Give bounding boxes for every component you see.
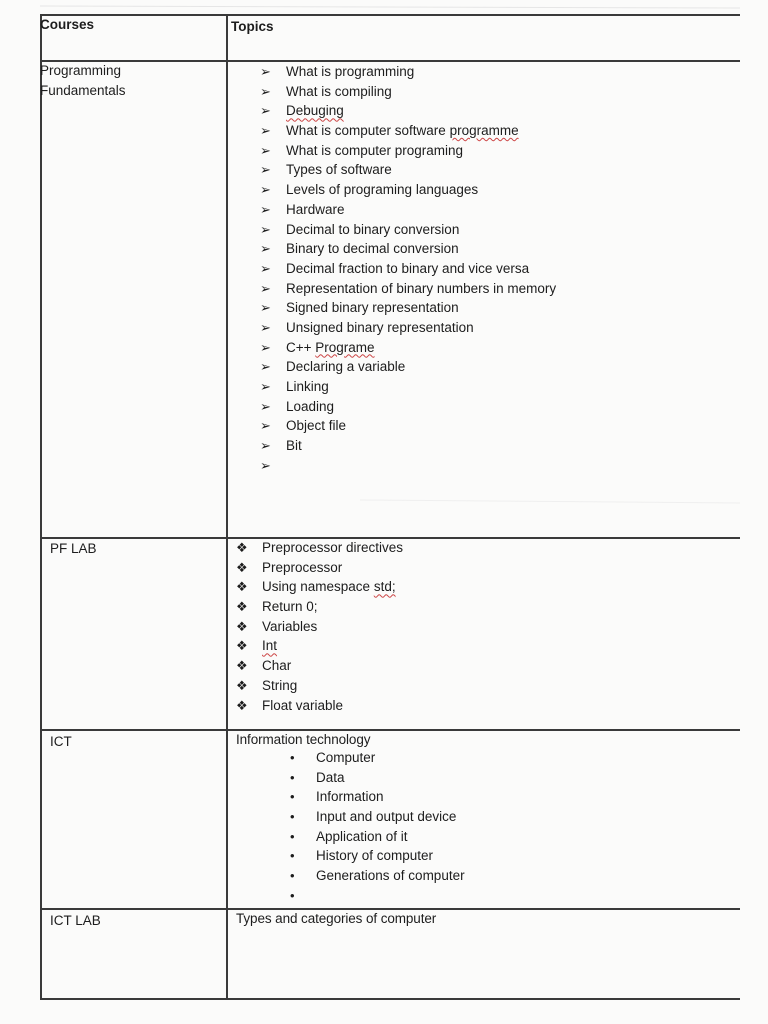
topic-item [260, 359, 556, 379]
topic-item [236, 579, 403, 599]
arrow-bullet-icon: ➢ [260, 64, 271, 79]
topic-item [260, 241, 556, 261]
arrow-bullet-icon: ➢ [260, 103, 271, 119]
table-left-border [40, 14, 42, 1000]
topic-text: History of computer [316, 848, 434, 864]
diamond-bullet-icon: ❖ [236, 638, 248, 654]
course-name-line: ICT [50, 734, 72, 749]
topic-item [260, 340, 556, 360]
topic-text: Hardware [286, 201, 345, 217]
arrow-bullet-icon: ➢ [260, 398, 271, 414]
topic-item [236, 599, 403, 619]
topic-item [290, 829, 465, 849]
topic-item [236, 619, 403, 639]
arrow-bullet-icon: ➢ [260, 418, 271, 434]
topic-text: Decimal fraction to binary and vice versa [286, 260, 530, 276]
topic-text: Return 0; [262, 599, 318, 615]
arrow-bullet-icon: ➢ [260, 221, 271, 237]
topic-item [236, 638, 403, 658]
arrow-bullet-icon: ➢ [260, 280, 271, 296]
bullet-bullet-icon: • [290, 769, 295, 785]
bullet-bullet-icon: • [290, 848, 295, 864]
bullet-bullet-icon: • [290, 828, 295, 844]
course-programming-fundamentals [40, 61, 126, 101]
courses-topics-table [40, 14, 740, 1000]
course-ict-lab [50, 911, 101, 931]
ict-lab-intro-text: Types and categories of computer [236, 911, 437, 926]
arrow-bullet-icon: ➢ [260, 457, 271, 473]
topic-item [260, 300, 556, 320]
topic-text: Int [262, 638, 278, 654]
row3-bottom-border [40, 908, 740, 910]
topic-item [290, 770, 465, 790]
topic-item [260, 222, 556, 242]
topic-item [260, 379, 556, 399]
topic-item [260, 418, 556, 438]
topic-item [236, 678, 403, 698]
topic-text: Information [316, 789, 384, 805]
table-bottom-border [40, 998, 740, 1000]
arrow-bullet-icon: ➢ [260, 438, 271, 454]
column-divider [226, 14, 228, 1000]
arrow-bullet-icon: ➢ [260, 162, 271, 178]
diamond-bullet-icon: ❖ [236, 658, 248, 674]
topic-text: Data [316, 769, 345, 785]
topic-item [260, 202, 556, 222]
topic-item [260, 438, 556, 458]
course-ict [50, 732, 72, 752]
arrow-bullet-icon: ➢ [260, 142, 271, 158]
diamond-bullet-icon: ❖ [236, 618, 248, 634]
header-bottom-border [40, 60, 740, 62]
courses-column-header: Courses [40, 17, 95, 32]
topic-text: Types of software [286, 162, 392, 178]
arrow-bullet-icon: ➢ [260, 123, 271, 139]
topic-text: Application of it [316, 828, 408, 844]
arrow-bullet-icon: ➢ [260, 241, 271, 257]
arrow-bullet-icon: ➢ [260, 182, 271, 198]
bullet-bullet-icon: • [290, 809, 295, 825]
topic-item [260, 182, 556, 202]
row2-bottom-border [40, 729, 740, 731]
diamond-bullet-icon: ❖ [236, 540, 248, 555]
course-name-line: Programming [40, 63, 122, 78]
course-pf-lab [50, 539, 97, 559]
topic-text: Computer [316, 750, 376, 765]
topic-text: Input and output device [316, 809, 457, 825]
topic-item [260, 281, 556, 301]
course-name-line: ICT LAB [50, 913, 101, 928]
topic-text: Levels of programing languages [286, 182, 479, 198]
topic-text: Debuging [286, 103, 344, 119]
diamond-bullet-icon: ❖ [236, 677, 248, 693]
course-name-line: Fundamentals [40, 83, 126, 98]
diamond-bullet-icon: ❖ [236, 579, 248, 595]
topic-text: Signed binary representation [286, 300, 459, 316]
topic-item [260, 261, 556, 281]
topic-item [236, 540, 403, 560]
topic-text: Char [262, 658, 292, 674]
topic-item [260, 84, 556, 104]
diamond-bullet-icon: ❖ [236, 559, 248, 575]
topic-item [290, 750, 465, 770]
course-name-line: PF LAB [50, 541, 97, 556]
topic-text: C++ Programe [286, 339, 375, 355]
ict-intro-text: Information technology [236, 732, 371, 747]
topic-list-pf-lab [236, 540, 403, 717]
topic-item [260, 162, 556, 182]
topic-item [260, 123, 556, 143]
topic-item [260, 143, 556, 163]
bullet-bullet-icon: • [290, 887, 295, 903]
topic-text: Preprocessor directives [262, 540, 404, 555]
topic-text: Representation of binary numbers in memory [286, 280, 557, 296]
topic-text: Binary to decimal conversion [286, 241, 459, 257]
row1-bottom-border [40, 537, 740, 539]
topic-item [236, 658, 403, 678]
topic-item [260, 458, 556, 478]
topic-text: Generations of computer [316, 868, 465, 884]
topic-list-programming-fundamentals [260, 64, 556, 477]
topic-item [290, 848, 465, 868]
topic-text: What is programming [286, 64, 415, 79]
topic-text: Loading [286, 398, 335, 414]
arrow-bullet-icon: ➢ [260, 379, 271, 394]
topic-item [260, 399, 556, 419]
arrow-bullet-icon: ➢ [260, 300, 271, 316]
topic-text: Linking [286, 379, 329, 394]
arrow-bullet-icon: ➢ [260, 201, 271, 217]
topic-item [290, 868, 465, 888]
arrow-bullet-icon: ➢ [260, 83, 271, 99]
topic-text: Object file [286, 418, 347, 434]
diamond-bullet-icon: ❖ [236, 599, 248, 615]
topic-item [290, 789, 465, 809]
arrow-bullet-icon: ➢ [260, 339, 271, 355]
topic-text: What is computer software programme [286, 123, 519, 139]
topic-item [236, 698, 403, 718]
topic-text: Unsigned binary representation [286, 319, 474, 335]
arrow-bullet-icon: ➢ [260, 319, 271, 335]
topic-list-ict [290, 750, 465, 908]
topic-text: Decimal to binary conversion [286, 221, 460, 237]
topic-item [236, 560, 403, 580]
bullet-bullet-icon: • [290, 789, 295, 805]
topic-text: Bit [286, 438, 302, 454]
topic-item [260, 64, 556, 84]
topic-text: Declaring a variable [286, 359, 406, 375]
arrow-bullet-icon: ➢ [260, 359, 271, 375]
topic-item [290, 809, 465, 829]
bullet-bullet-icon: • [290, 750, 295, 765]
topic-text: What is compiling [286, 83, 392, 99]
topics-column-header: Topics [231, 19, 274, 34]
topic-text: Float variable [262, 697, 344, 713]
topic-item [260, 320, 556, 340]
topic-item [260, 103, 556, 123]
topic-text: Using namespace std; [262, 579, 396, 595]
topic-text: String [262, 677, 298, 693]
bullet-bullet-icon: • [290, 868, 295, 884]
topic-text: Variables [262, 618, 318, 634]
table-top-border [40, 14, 740, 16]
arrow-bullet-icon: ➢ [260, 260, 271, 276]
topic-text: What is computer programing [286, 142, 464, 158]
topic-item [290, 888, 465, 908]
topic-text: Preprocessor [262, 559, 343, 575]
diamond-bullet-icon: ❖ [236, 697, 248, 713]
